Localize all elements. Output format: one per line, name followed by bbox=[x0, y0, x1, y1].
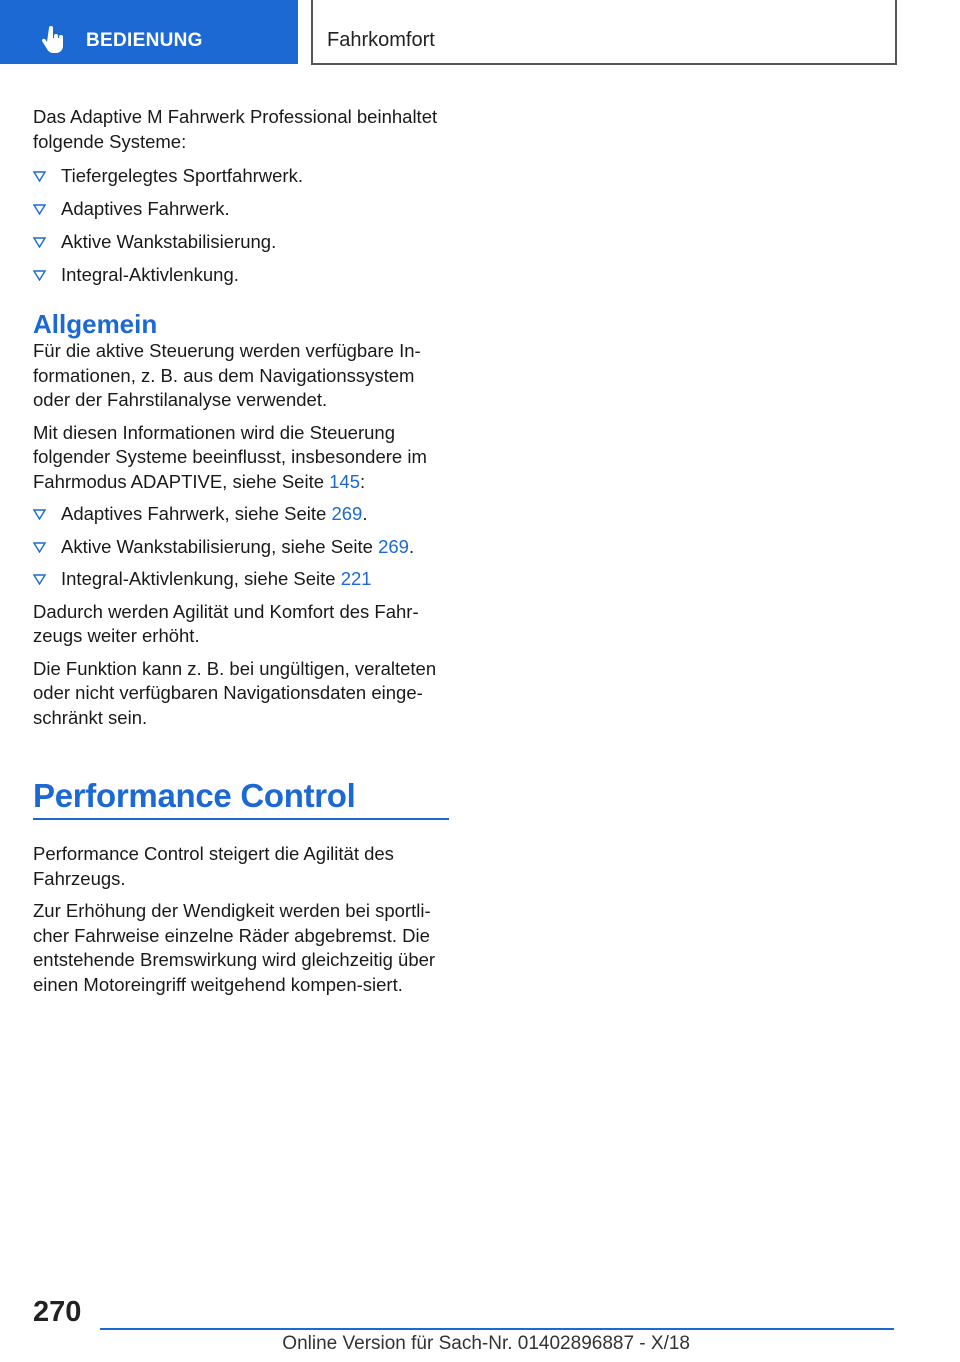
footer-divider bbox=[100, 1328, 894, 1330]
triangle-bullet-icon bbox=[33, 171, 46, 182]
paragraph bbox=[33, 421, 449, 495]
paragraph: Für die aktive Steuerung werden verfügbare In-formationen, z. B. aus dem Navigationssystem oder der Fahrstilanalyse verwendet. bbox=[33, 340, 421, 410]
heading-divider bbox=[33, 818, 449, 820]
chapter-heading: Performance Control bbox=[33, 777, 356, 814]
page-link[interactable]: 269 bbox=[378, 535, 409, 557]
list-item-text: Integral-Aktivlenkung. bbox=[61, 264, 239, 285]
page-link[interactable]: 221 bbox=[340, 568, 372, 589]
section-label: BEDIENUNG bbox=[86, 30, 203, 51]
list-item bbox=[33, 535, 449, 560]
triangle-bullet-icon bbox=[33, 204, 46, 215]
section-tab bbox=[0, 0, 298, 64]
list-item bbox=[33, 164, 449, 189]
triangle-bullet-icon bbox=[33, 237, 46, 248]
list-item-text: . bbox=[408, 535, 415, 557]
triangle-bullet-icon bbox=[33, 509, 46, 520]
list-item bbox=[33, 230, 449, 255]
systems-reference-list bbox=[33, 502, 449, 592]
intro-paragraph: Das Adaptive M Fahrwerk Professional beinhaltet folgende Systeme: bbox=[33, 106, 438, 152]
chapter-header bbox=[311, 0, 897, 65]
paragraph-text: : bbox=[360, 470, 366, 492]
page-link[interactable]: 145 bbox=[329, 470, 361, 492]
chapter-title: Fahrkomfort bbox=[327, 29, 435, 51]
list-item-text: Integral-Aktivlenkung, siehe Seite bbox=[61, 568, 341, 589]
paragraph: Performance Control steigert die Agilität des Fahrzeugs. bbox=[33, 843, 394, 889]
list-item-text: Adaptives Fahrwerk. bbox=[61, 198, 230, 219]
allgemein-section bbox=[33, 309, 449, 730]
footer-online-version: Online Version für Sach-Nr. 01402896887 - X/18 bbox=[282, 1333, 690, 1354]
triangle-bullet-icon bbox=[33, 574, 46, 585]
paragraph: Die Funktion kann z. B. bei ungültigen, veralteten oder nicht verfügbaren Navigationsdaten einge-schränkt sein. bbox=[33, 657, 437, 728]
hand-pointer-icon bbox=[40, 26, 66, 54]
paragraph-text: Mit diesen Informationen wird die Steuerung folgender Systeme beeinflusst, insbesondere im Fahrmodus ADAPTIVE, siehe Seite bbox=[33, 421, 427, 492]
list-item bbox=[33, 502, 449, 527]
paragraph: Dadurch werden Agilität und Komfort des Fahr-zeugs weiter erhöht. bbox=[33, 600, 419, 646]
list-item bbox=[33, 263, 449, 288]
section-heading: Allgemein bbox=[33, 309, 158, 339]
page-link[interactable]: 269 bbox=[331, 503, 363, 524]
intro-block bbox=[33, 105, 449, 288]
list-item-text: Aktive Wankstabilisierung, siehe Seite bbox=[61, 535, 379, 557]
triangle-bullet-icon bbox=[33, 542, 46, 553]
systems-list bbox=[33, 164, 449, 288]
list-item-text: Aktive Wankstabilisierung. bbox=[61, 231, 277, 252]
page-number: 270 bbox=[33, 1296, 82, 1328]
list-item-text: . bbox=[362, 503, 368, 524]
paragraph: Zur Erhöhung der Wendigkeit werden bei sportli-cher Fahrweise einzelne Räder abgebremst. Die entstehende Bremswirkung wird gleichzeitig über einen Motoreingriff weitgehend kompen-siert. bbox=[33, 900, 436, 995]
list-item bbox=[33, 567, 449, 592]
performance-section bbox=[33, 776, 449, 997]
list-item-text: Adaptives Fahrwerk, siehe Seite bbox=[61, 503, 332, 524]
triangle-bullet-icon bbox=[33, 270, 46, 281]
list-item-text: Tiefergelegtes Sportfahrwerk. bbox=[61, 165, 303, 186]
list-item bbox=[33, 197, 449, 222]
